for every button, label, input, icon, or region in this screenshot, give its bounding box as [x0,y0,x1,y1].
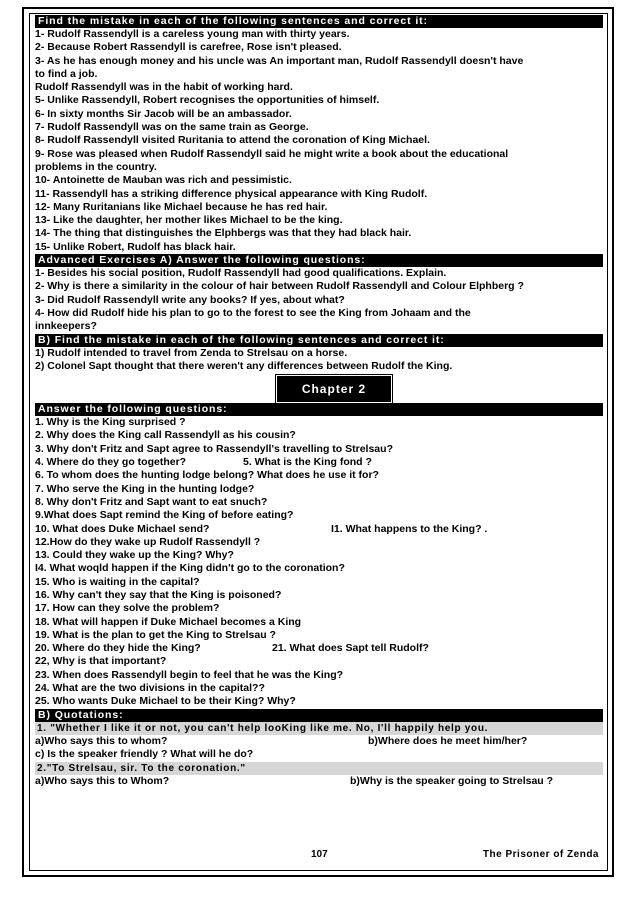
question-21: 21. What does Sapt tell Rudolf? [272,642,429,655]
list-item: 2- Because Robert Rassendyll is carefree, Rose isn't pleased. [35,41,342,54]
page-footer [35,849,603,863]
section1-list [35,28,603,254]
list-item: 13- Like the daughter, her mother likes Michael to be the king. [35,214,343,227]
list-item: 13. Could they wake up the King? Why? [35,549,234,562]
list-item: 8. Why don't Fritz and Sapt want to eat snuch? [35,495,268,508]
list-item: 2. Why does the King call Rassendyll as his cousin? [35,429,296,442]
list-item: innkeepers? [35,320,97,333]
question-4: 4. Where do they go together? [35,456,187,469]
list-item: 3- As he has enough money and his uncle was An important man, Rudolf Rassendyll doesn't have [35,54,524,67]
list-item: 8- Rudolf Rassendyll visited Ruritania to attend the coronation of King Michael. [35,134,430,147]
chapter-heading-row [35,373,603,403]
question-1b: b)Where does he meet him/her? [368,734,528,747]
list-item: 24. What are the two divisions in the capital?? [35,682,265,695]
book-title: The Prisoner of Zenda [482,849,599,860]
worksheet-content [35,15,603,788]
list-item: 23. When does Rassendyll begin to feel that he was the King? [35,668,344,681]
list-item [35,523,603,536]
question-2b: b)Why is the speaker going to Strelsau ? [350,774,554,787]
list-item: 1) Rudolf intended to travel from Zenda to Strelsau on a horse. [35,346,348,359]
list-item: Rudolf Rassendyll was in the habit of working hard. [35,81,293,94]
list-item: 22, Why is that important? [35,655,167,668]
question-2a: a)Who says this to Whom? [35,774,170,787]
quotation-1: 1. "Whether I like it or not, you can't help looKing like me. No, I'll happily help you. [35,722,603,735]
list-item: 16. Why can't they say that the King is poisoned? [35,588,282,601]
list-item: problems in the country. [35,160,157,173]
list-item: 1- Besides his social position, Rudolf Rassendyll had good qualifications. Explain. [35,267,447,280]
list-item: 14- The thing that distinguishes the Elphbergs was that they had black hair. [35,227,412,240]
section-header: Find the mistake in each of the following sentences and correct it: [35,15,603,28]
list-item: 9.What does Sapt remind the King of before eating? [35,509,294,522]
section-header: B) Quotations: [35,709,603,722]
section-header: B) Find the mistake in each of the following sentences and correct it: [35,334,603,347]
list-item: 12.How do they wake up Rudolf Rassendyll ? [35,535,261,548]
list-item: 3. Why don't Fritz and Sapt agree to Rassendyll's travelling to Strelsau? [35,442,393,455]
list-item: 15. Who is waiting in the capital? [35,575,200,588]
question-20: 20. Where do they hide the King? [35,642,201,655]
section-header: Advanced Exercises A) Answer the following questions: [35,254,603,267]
list-item: 25. Who wants Duke Michael to be their King? Why? [35,695,296,708]
list-item: I4. What woqld happen if the King didn't go to the coronation? [35,562,345,575]
list-item: 5- Unlike Rassendyll, Robert recognises the opportunities of himself. [35,94,380,107]
list-item: 3- Did Rudolf Rassendyll write any books? If yes, about what? [35,293,345,306]
list-item: 10- Antoinette de Mauban was rich and pessimistic. [35,174,292,187]
section4-list [35,416,603,709]
list-item: 6- In sixty months Sir Jacob will be an ambassador. [35,107,292,120]
page-number: 107 [311,849,328,860]
list-item: 6. To whom does the hunting lodge belong? What does he use it for? [35,469,379,482]
list-item: 7- Rudolf Rassendyll was on the same train as George. [35,121,309,134]
list-item [35,456,603,469]
list-item: c) Is the speaker friendly ? What will he do? [35,748,254,761]
list-item: 17. How can they solve the problem? [35,602,220,615]
section2-list [35,267,603,333]
list-item: 7. Who serve the King in the hunting lodge? [35,482,255,495]
list-item: 2- Why is there a similarity in the colour of hair between Rudolf Rassendyll and Colour Elphberg ? [35,280,524,293]
list-item: 9- Rose was pleased when Rudolf Rassendyll said he might write a book about the educational [35,147,509,160]
list-item [35,642,603,655]
quotation-2: 2."To Strelsau, sir. To the coronation." [35,762,603,775]
list-item: to find a job. [35,67,98,80]
chapter-heading: Chapter 2 [277,376,391,402]
list-item: 2) Colonel Sapt thought that there weren't any differences between Rudolf the King. [35,359,453,372]
list-item: 19. What is the plan to get the King to Strelsau ? [35,628,276,641]
list-item: 12- Many Ruritanians like Michael because he has red hair. [35,200,328,213]
question-10: 10. What does Duke Michael send? [35,522,210,535]
question-11: I1. What happens to the King? . [331,522,488,535]
section3-list [35,347,603,374]
question-1a: a)Who says this to whom? [35,734,168,747]
list-item: 11- Rassendyll has a striking difference physical appearance with King Rudolf. [35,187,428,200]
list-item: 15- Unlike Robert, Rudolf has black hair. [35,240,236,253]
list-item [35,775,603,788]
list-item [35,735,603,748]
list-item: 18. What will happen if Duke Michael becomes a King [35,615,302,628]
section-header: Answer the following questions: [35,403,603,416]
list-item: 4- How did Rudolf hide his plan to go to the forest to see the King from Johaam and the [35,306,471,319]
list-item: 1. Why is the King surprised ? [35,416,186,429]
question-5: 5. What is the King fond ? [243,456,372,469]
list-item: 1- Rudolf Rassendyll is a careless young man with thirty years. [35,28,350,40]
